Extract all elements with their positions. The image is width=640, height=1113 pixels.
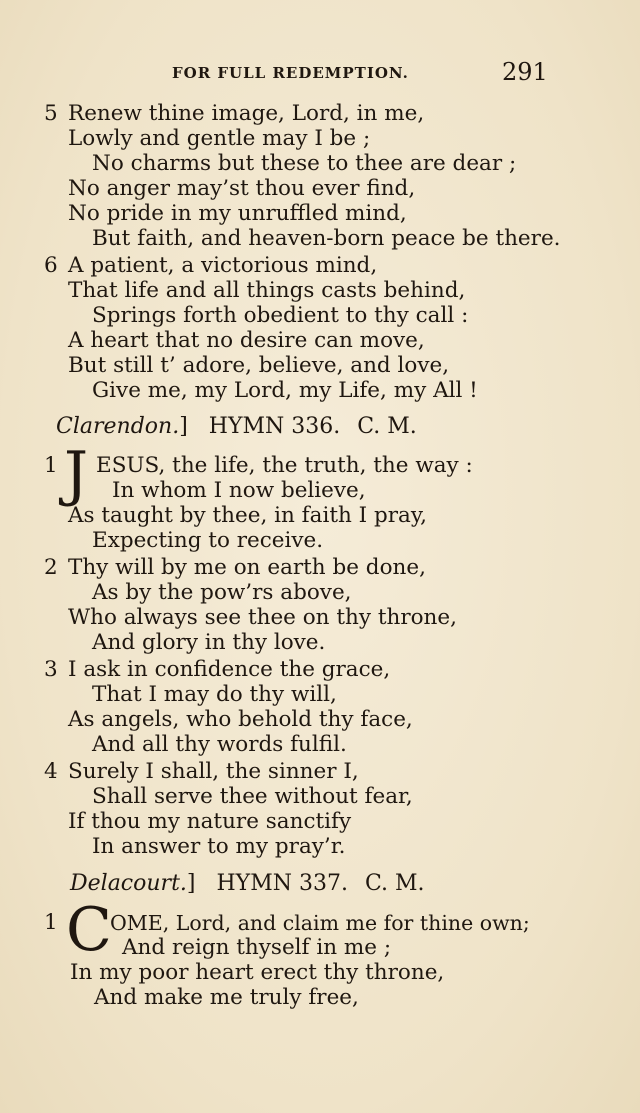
drop-cap: J: [64, 439, 89, 509]
verse-line: And glory in thy love.: [92, 630, 326, 655]
hymn-337-title: [70, 870, 425, 898]
verse-line: Springs forth obedient to thy call :: [92, 303, 469, 328]
running-head: FOR FULL REDEMPTION.: [172, 64, 409, 82]
hymn-number: HYMN 337.: [216, 871, 348, 896]
bracket: ]: [179, 414, 188, 439]
tune-name: Clarendon.: [56, 414, 180, 439]
verse-line: As by the pow’rs above,: [92, 580, 352, 605]
stanza-number: 1: [44, 453, 58, 478]
verse-line: OME, Lord, and claim me for thine own;: [110, 911, 530, 935]
hymn-336-title: [56, 413, 417, 441]
verse-line: In my poor heart erect thy throne,: [70, 960, 445, 985]
verse-line: In whom I now believe,: [112, 478, 366, 503]
verse-line: Shall serve thee without fear,: [92, 784, 413, 809]
verse-line: Give me, my Lord, my Life, my All !: [92, 378, 478, 403]
tune-name: Delacourt.: [70, 871, 187, 896]
verse-line: Lowly and gentle may I be ;: [68, 126, 371, 151]
verse-line: And all thy words fulfil.: [92, 732, 347, 757]
verse-line: Thy will by me on earth be done,: [68, 555, 426, 580]
verse-line: As taught by thee, in faith I pray,: [68, 503, 427, 528]
stanza-number: 4: [44, 759, 58, 784]
hymn-number: HYMN 336.: [208, 414, 341, 439]
verse-line: ESUS, the life, the truth, the way :: [96, 453, 473, 478]
verse-line: Expecting to receive.: [92, 528, 324, 553]
verse-line: Renew thine image, Lord, in me,: [68, 101, 425, 126]
verse-line: As angels, who behold thy face,: [68, 707, 413, 732]
verse-line: And make me truly free,: [94, 985, 359, 1010]
verse-line: Surely I shall, the sinner I,: [68, 759, 359, 784]
hymn-meter: C. M.: [357, 414, 417, 439]
hymn-meter: C. M.: [364, 871, 425, 896]
verse-line: But faith, and heaven-born peace be there.: [92, 226, 561, 251]
verse-line: No pride in my unruffled mind,: [68, 201, 407, 226]
verse-line: No charms but these to thee are dear ;: [92, 151, 517, 176]
verse-line: I ask in confidence the grace,: [68, 657, 391, 682]
verse-line: A patient, a victorious mind,: [68, 253, 378, 278]
verse-line: In answer to my pray’r.: [92, 834, 346, 859]
verse-line: If thou my nature sanctify: [68, 809, 352, 834]
page-number: 291: [502, 58, 548, 86]
verse-line: That life and all things casts behind,: [68, 278, 466, 303]
stanza-number: 1: [44, 910, 58, 935]
bracket: ]: [186, 871, 196, 896]
stanza-number: 6: [44, 253, 58, 278]
verse-line: Who always see thee on thy throne,: [68, 605, 457, 630]
verse-line: But still t’ adore, believe, and love,: [68, 353, 450, 378]
verse-line: No anger may’st thou ever find,: [68, 176, 416, 201]
stanza-number: 3: [44, 657, 58, 682]
verse-line: A heart that no desire can move,: [68, 328, 425, 353]
drop-cap: C: [66, 895, 112, 965]
stanza-number: 2: [44, 555, 58, 580]
verse-line: That I may do thy will,: [92, 682, 337, 707]
page-header: [0, 58, 640, 88]
stanza-number: 5: [44, 101, 58, 126]
verse-line: And reign thyself in me ;: [122, 935, 392, 960]
